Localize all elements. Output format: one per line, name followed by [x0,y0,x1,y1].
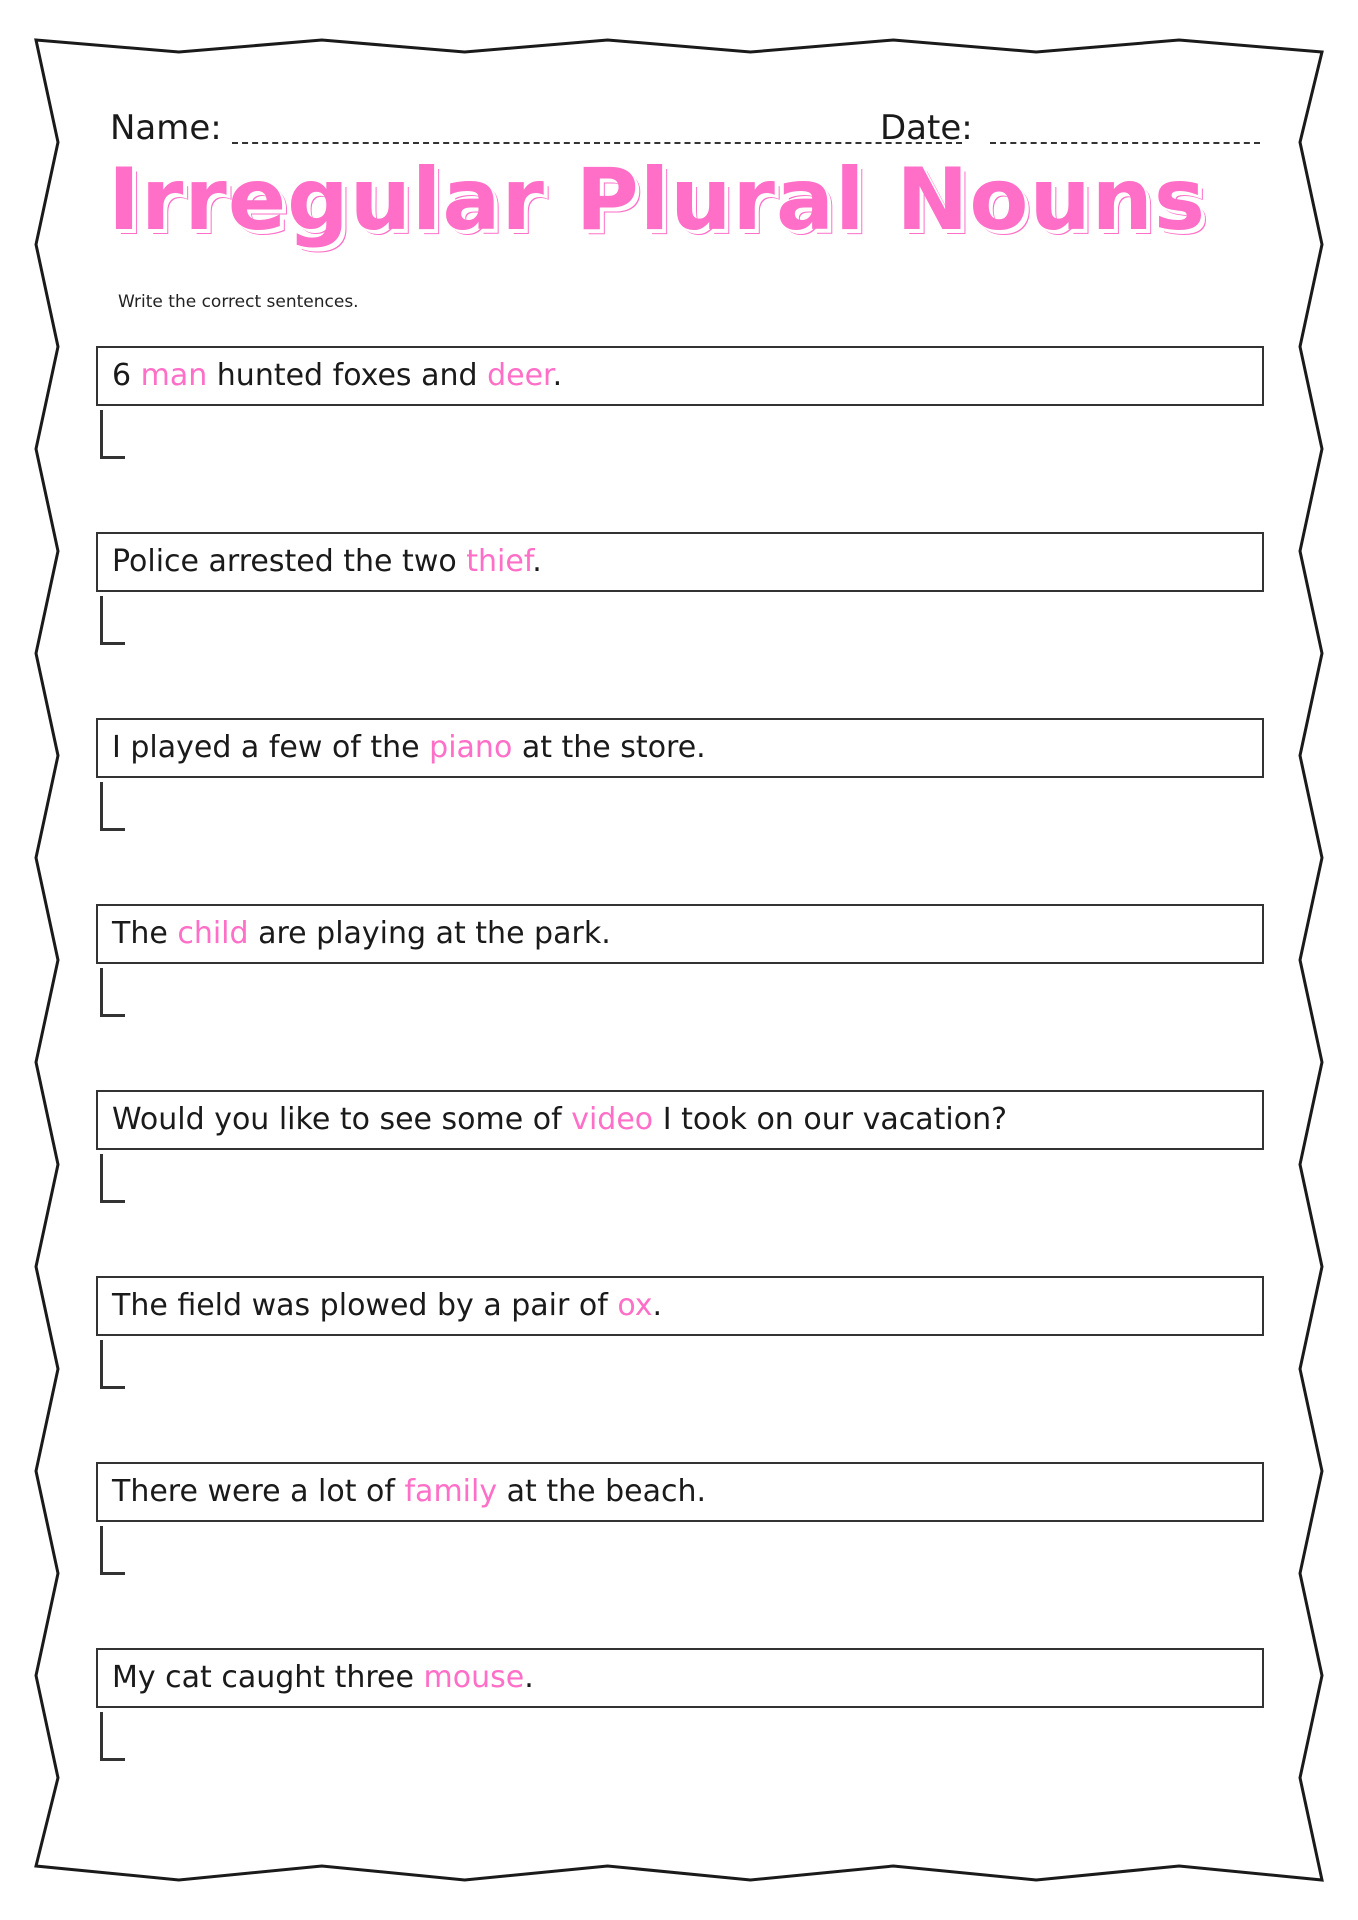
question-text [112,358,562,393]
question-text [112,1288,662,1323]
sentence-part: are playing at the park. [248,916,611,951]
question-box-3 [96,718,1264,778]
name-date-header [110,100,1260,150]
question-box-1 [96,346,1264,406]
highlighted-noun: ox [617,1288,653,1323]
question-text [112,916,611,951]
sentence-part: Would you like to see some of [112,1102,572,1137]
sentence-part: . [524,1660,534,1695]
date-label: Date: [880,108,973,148]
question-box-6 [96,1276,1264,1336]
highlighted-noun: mouse [423,1660,525,1695]
answer-line-6[interactable] [100,1340,125,1389]
question-box-7 [96,1462,1264,1522]
question-text [112,1474,706,1509]
sentence-part: . [532,544,542,579]
answer-line-5[interactable] [100,1154,125,1203]
highlighted-noun: family [404,1474,498,1509]
sentence-part: . [552,358,563,393]
highlighted-noun: deer [487,358,553,393]
date-field-line[interactable] [990,142,1260,144]
highlighted-noun: piano [429,730,513,765]
sentence-part: I took on our vacation? [653,1102,1008,1137]
sentence-part: hunted foxes and [207,358,488,393]
highlighted-noun: child [177,916,249,951]
answer-line-7[interactable] [100,1526,125,1575]
answer-line-3[interactable] [100,782,125,831]
sentence-part: The field was plowed by a pair of [112,1288,618,1323]
sentence-part: My cat caught three [112,1660,424,1695]
sentence-part: . [652,1288,663,1323]
sentence-part: 6 [112,358,141,393]
sentence-part: Police arrested the two [112,544,467,579]
question-box-2 [96,532,1264,592]
question-box-5 [96,1090,1264,1150]
sentence-part: at the store. [512,730,706,765]
question-text [112,730,706,765]
highlighted-noun: man [140,358,208,393]
answer-line-1[interactable] [100,410,125,459]
question-text [112,1660,534,1695]
question-text [112,1102,1007,1137]
highlighted-noun: video [571,1102,654,1137]
answer-line-4[interactable] [100,968,125,1017]
answer-line-8[interactable] [100,1712,125,1761]
name-field-line[interactable] [232,142,962,144]
question-text [112,544,542,579]
worksheet-title: Irregular Plural Nouns [108,150,1207,250]
instruction-text: Write the correct sentences. [118,292,359,312]
question-box-8 [96,1648,1264,1708]
name-label: Name: [110,108,222,148]
highlighted-noun: thief [466,544,533,579]
answer-line-2[interactable] [100,596,125,645]
sentence-part: There were a lot of [112,1474,405,1509]
sentence-part: at the beach. [497,1474,707,1509]
question-box-4 [96,904,1264,964]
sentence-part: The [112,916,178,951]
sentence-part: I played a few of the [112,730,430,765]
